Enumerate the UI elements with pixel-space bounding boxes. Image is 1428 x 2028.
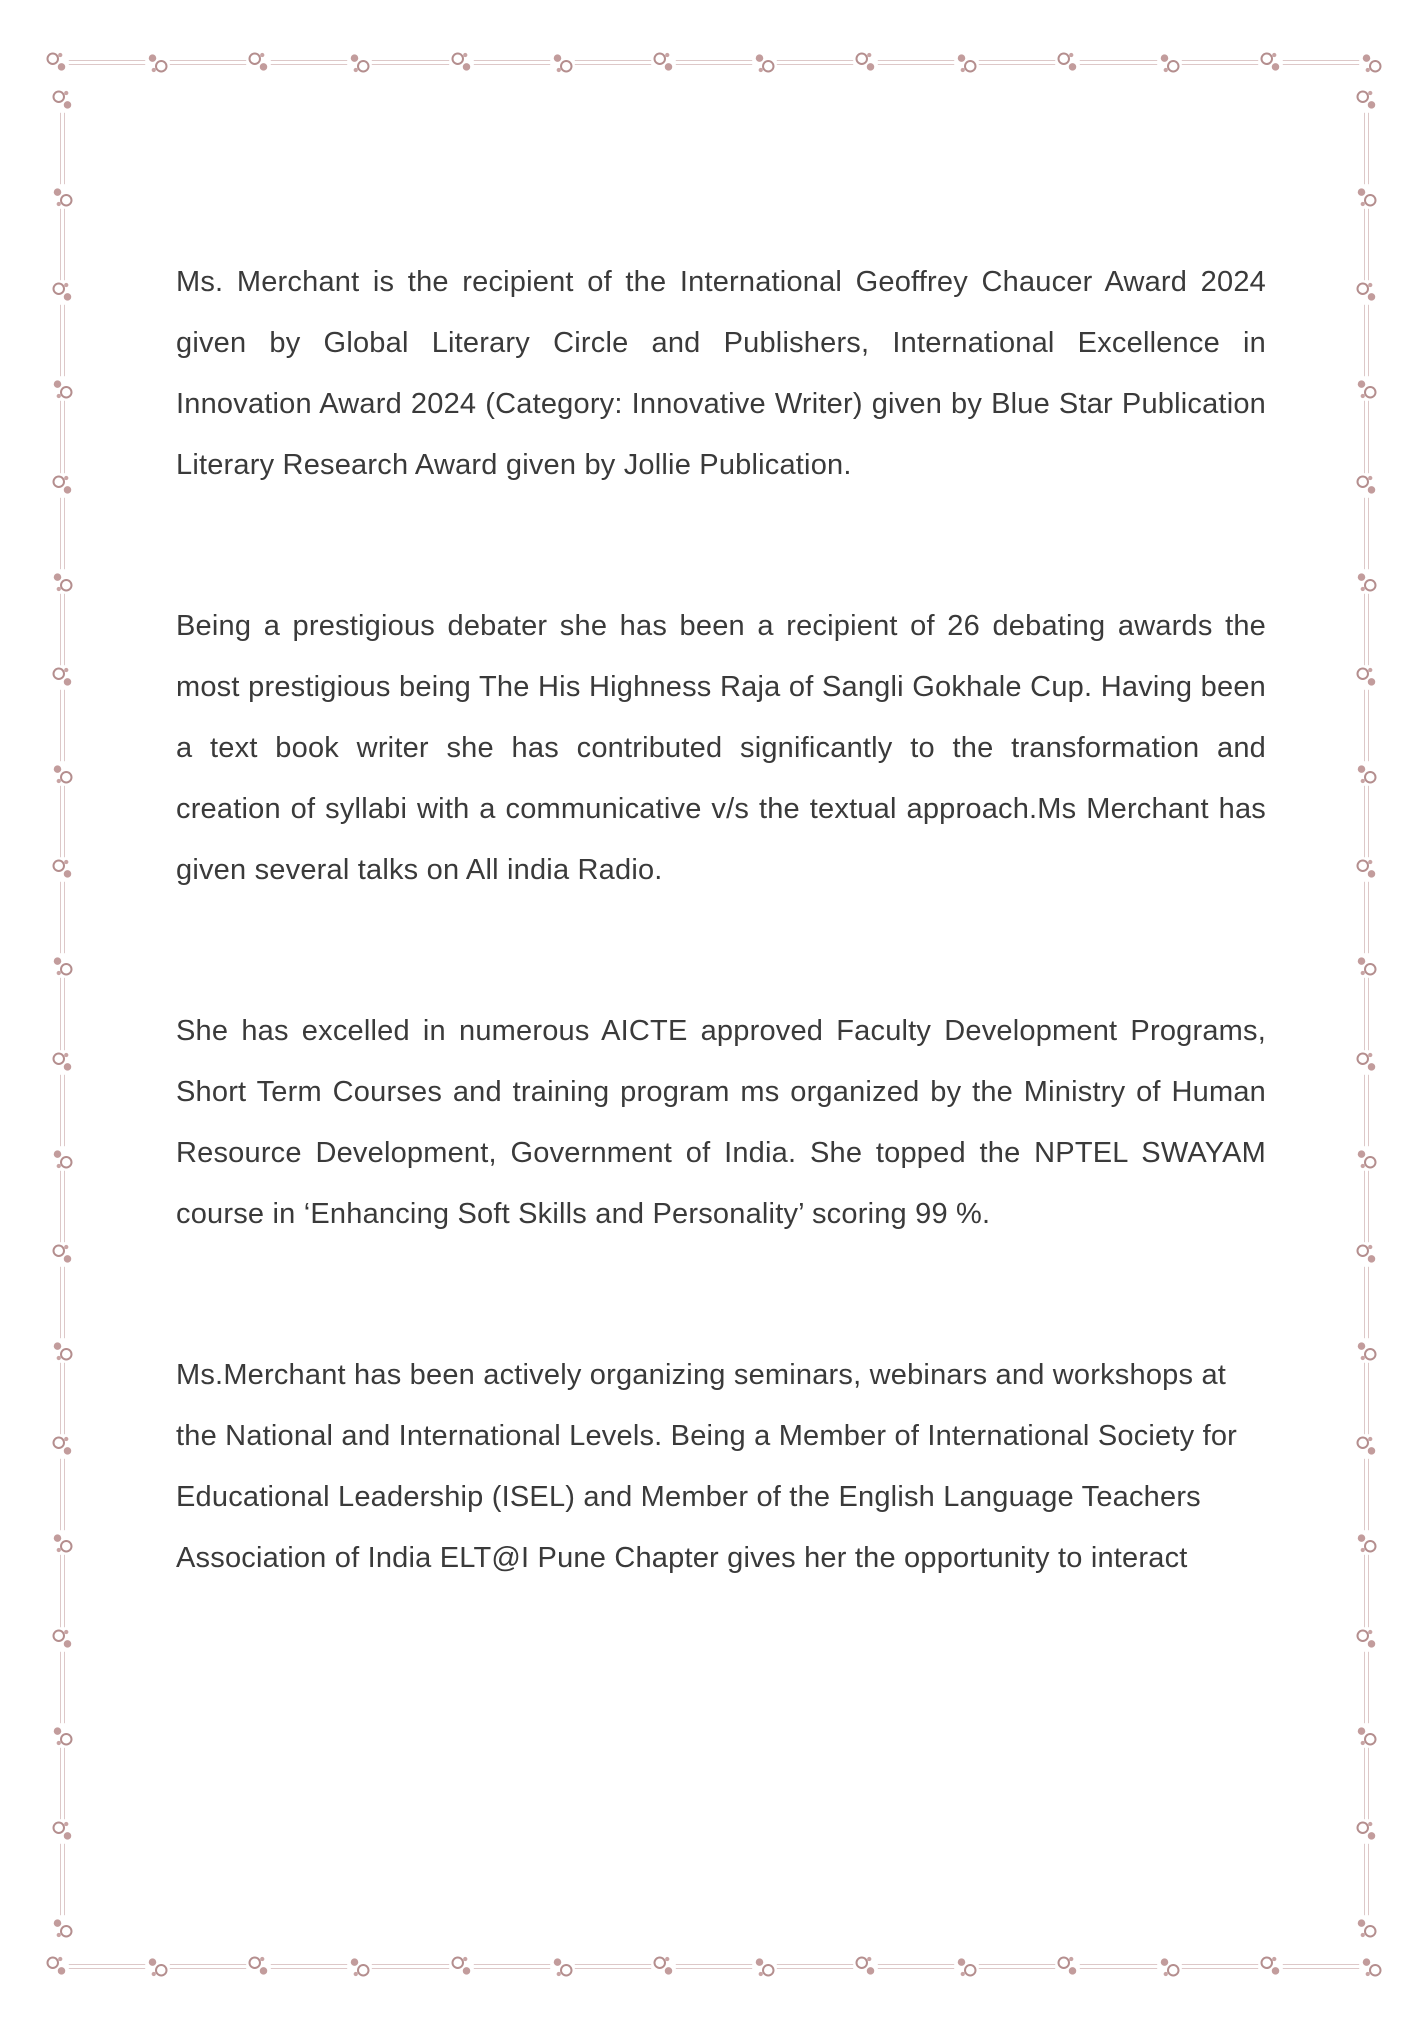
floral-ornament-icon <box>1354 1915 1379 1940</box>
floral-ornament-icon <box>145 1954 170 1979</box>
floral-ornament-icon <box>1359 50 1384 75</box>
floral-ornament-icon <box>1055 50 1080 75</box>
floral-ornament-icon <box>853 50 878 75</box>
floral-ornament-icon <box>853 1954 878 1979</box>
floral-ornament-icon <box>1354 569 1379 594</box>
floral-ornament-icon <box>50 761 75 786</box>
floral-ornament-icon <box>752 1954 777 1979</box>
paragraph-fdp: She has excelled in numerous AICTE approved Faculty Development Programs, Short Term Courses and training program ms organized by the Ministry of Human Resource Development, Government of India. She topped the NPTEL SWAYAM course in ‘Enhancing Soft Skills and Personality’ scoring 99 %. <box>176 1015 1266 1230</box>
document-body <box>176 252 1266 1589</box>
floral-ornament-icon <box>1354 761 1379 786</box>
floral-ornament-icon <box>1354 953 1379 978</box>
decorative-border-top <box>44 44 1384 80</box>
floral-ornament-icon <box>50 1915 75 1940</box>
floral-ornament-icon <box>50 473 75 498</box>
floral-ornament-icon <box>1354 88 1379 113</box>
floral-ornament-icon <box>550 50 575 75</box>
floral-ornament-icon <box>50 184 75 209</box>
floral-ornament-icon <box>1354 1819 1379 1844</box>
floral-ornament-icon <box>50 88 75 113</box>
floral-ornament-icon <box>550 1954 575 1979</box>
floral-ornament-icon <box>246 50 271 75</box>
floral-ornament-icon <box>1055 1954 1080 1979</box>
decorative-border-right <box>1348 88 1384 1940</box>
floral-ornament-icon <box>347 1954 372 1979</box>
floral-ornament-icon <box>1157 50 1182 75</box>
floral-ornament-icon <box>44 50 69 75</box>
floral-ornament-icon <box>50 1050 75 1075</box>
floral-ornament-icon <box>1359 1954 1384 1979</box>
floral-ornament-icon <box>1354 1530 1379 1555</box>
paragraph-awards: Ms. Merchant is the recipient of the International Geoffrey Chaucer Award 2024 given by Global Literary Circle and Publishers, International Excellence in Innovation Award 2024 (Category: Innovative Writer) given by Blue Star Publication Literary Research Award given by Jollie Publication. <box>176 266 1266 481</box>
floral-ornament-icon <box>347 50 372 75</box>
floral-ornament-icon <box>246 1954 271 1979</box>
floral-ornament-icon <box>449 50 474 75</box>
floral-ornament-icon <box>1354 1050 1379 1075</box>
floral-ornament-icon <box>752 50 777 75</box>
floral-ornament-icon <box>1354 1146 1379 1171</box>
floral-ornament-icon <box>1354 473 1379 498</box>
floral-ornament-icon <box>1354 1338 1379 1363</box>
decorative-border-bottom <box>44 1948 1384 1984</box>
floral-ornament-icon <box>50 1530 75 1555</box>
floral-ornament-icon <box>954 50 979 75</box>
decorative-border-left <box>44 88 80 1940</box>
floral-ornament-icon <box>50 1723 75 1748</box>
floral-ornament-icon <box>1354 857 1379 882</box>
floral-ornament-icon <box>50 857 75 882</box>
floral-ornament-icon <box>50 665 75 690</box>
floral-ornament-icon <box>50 953 75 978</box>
floral-ornament-icon <box>145 50 170 75</box>
floral-ornament-icon <box>449 1954 474 1979</box>
floral-ornament-icon <box>1354 280 1379 305</box>
floral-ornament-icon <box>954 1954 979 1979</box>
floral-ornament-icon <box>50 1146 75 1171</box>
floral-ornament-icon <box>1157 1954 1182 1979</box>
floral-ornament-icon <box>1354 376 1379 401</box>
floral-ornament-icon <box>1354 184 1379 209</box>
floral-ornament-icon <box>50 1627 75 1652</box>
floral-ornament-icon <box>1354 1242 1379 1267</box>
floral-ornament-icon <box>1258 1954 1283 1979</box>
floral-ornament-icon <box>50 1819 75 1844</box>
floral-ornament-icon <box>1354 665 1379 690</box>
floral-ornament-icon <box>44 1954 69 1979</box>
floral-ornament-icon <box>1354 1723 1379 1748</box>
floral-ornament-icon <box>651 50 676 75</box>
floral-ornament-icon <box>50 376 75 401</box>
paragraph-debating: Being a prestigious debater she has been a recipient of 26 debating awards the most prestigious being The His Highness Raja of Sangli Gokhale Cup. Having been a text book writer she has contributed significantly to the transformation and creation of syllabi with a communicative v/s the textual approach.Ms Merchant has given several talks on All india Radio. <box>176 610 1266 886</box>
floral-ornament-icon <box>50 280 75 305</box>
floral-ornament-icon <box>1354 1434 1379 1459</box>
floral-ornament-icon <box>50 1338 75 1363</box>
floral-ornament-icon <box>50 569 75 594</box>
paragraph-seminars: Ms.Merchant has been actively organizing seminars, webinars and workshops at the National and International Levels. Being a Member of International Society for Educational Leadership (ISEL) and Member of the English Language Teachers Association of India ELT@I Pune Chapter gives her the opportunity to interact <box>176 1359 1238 1574</box>
floral-ornament-icon <box>50 1242 75 1267</box>
floral-ornament-icon <box>50 1434 75 1459</box>
floral-ornament-icon <box>651 1954 676 1979</box>
floral-ornament-icon <box>1354 1627 1379 1652</box>
floral-ornament-icon <box>1258 50 1283 75</box>
